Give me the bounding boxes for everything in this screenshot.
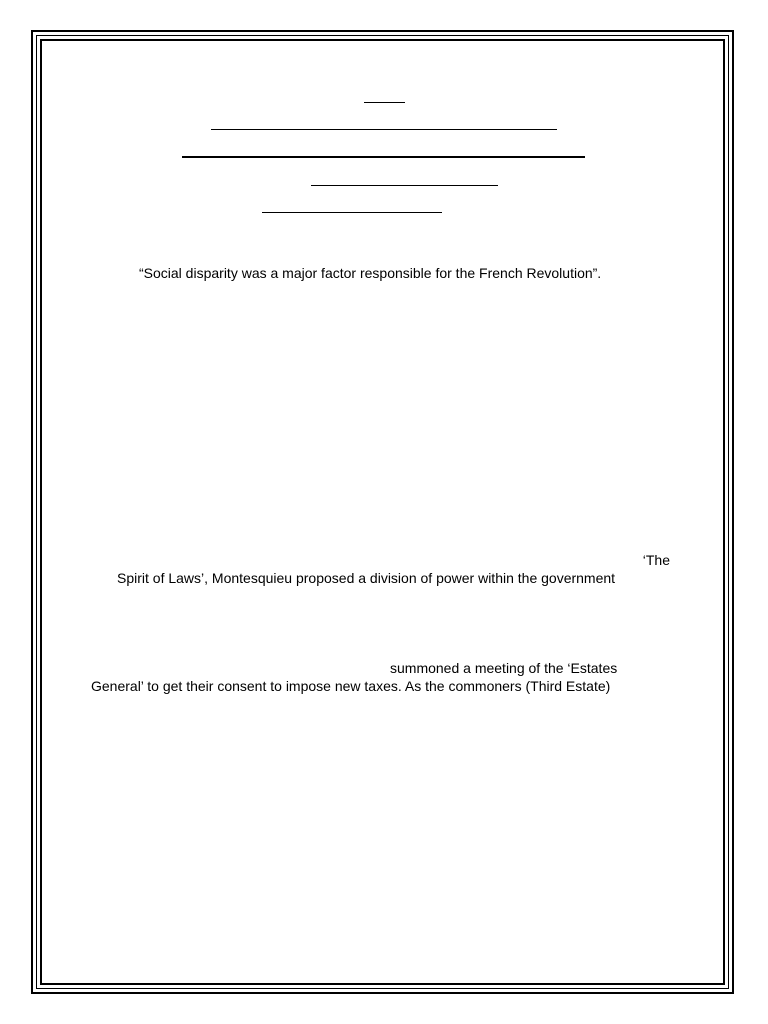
header-rule-3 bbox=[182, 156, 585, 158]
estates-line-1: summoned a meeting of the ‘Estates bbox=[390, 660, 618, 676]
montesquieu-line-2: Spirit of Laws’, Montesquieu proposed a division of power within the government bbox=[117, 570, 616, 586]
header-rule-2 bbox=[211, 129, 557, 130]
header-rule-4 bbox=[311, 185, 498, 186]
header-rule-5 bbox=[262, 212, 442, 213]
estates-line-2: General’ to get their consent to impose new taxes. As the commoners (Third Estate) bbox=[91, 678, 611, 694]
quote-text: “Social disparity was a major factor responsible for the French Revolution”. bbox=[139, 265, 602, 281]
montesquieu-line-1: ‘The bbox=[642, 552, 670, 568]
header-rule-1 bbox=[364, 102, 405, 103]
page-border-inner bbox=[40, 39, 725, 985]
